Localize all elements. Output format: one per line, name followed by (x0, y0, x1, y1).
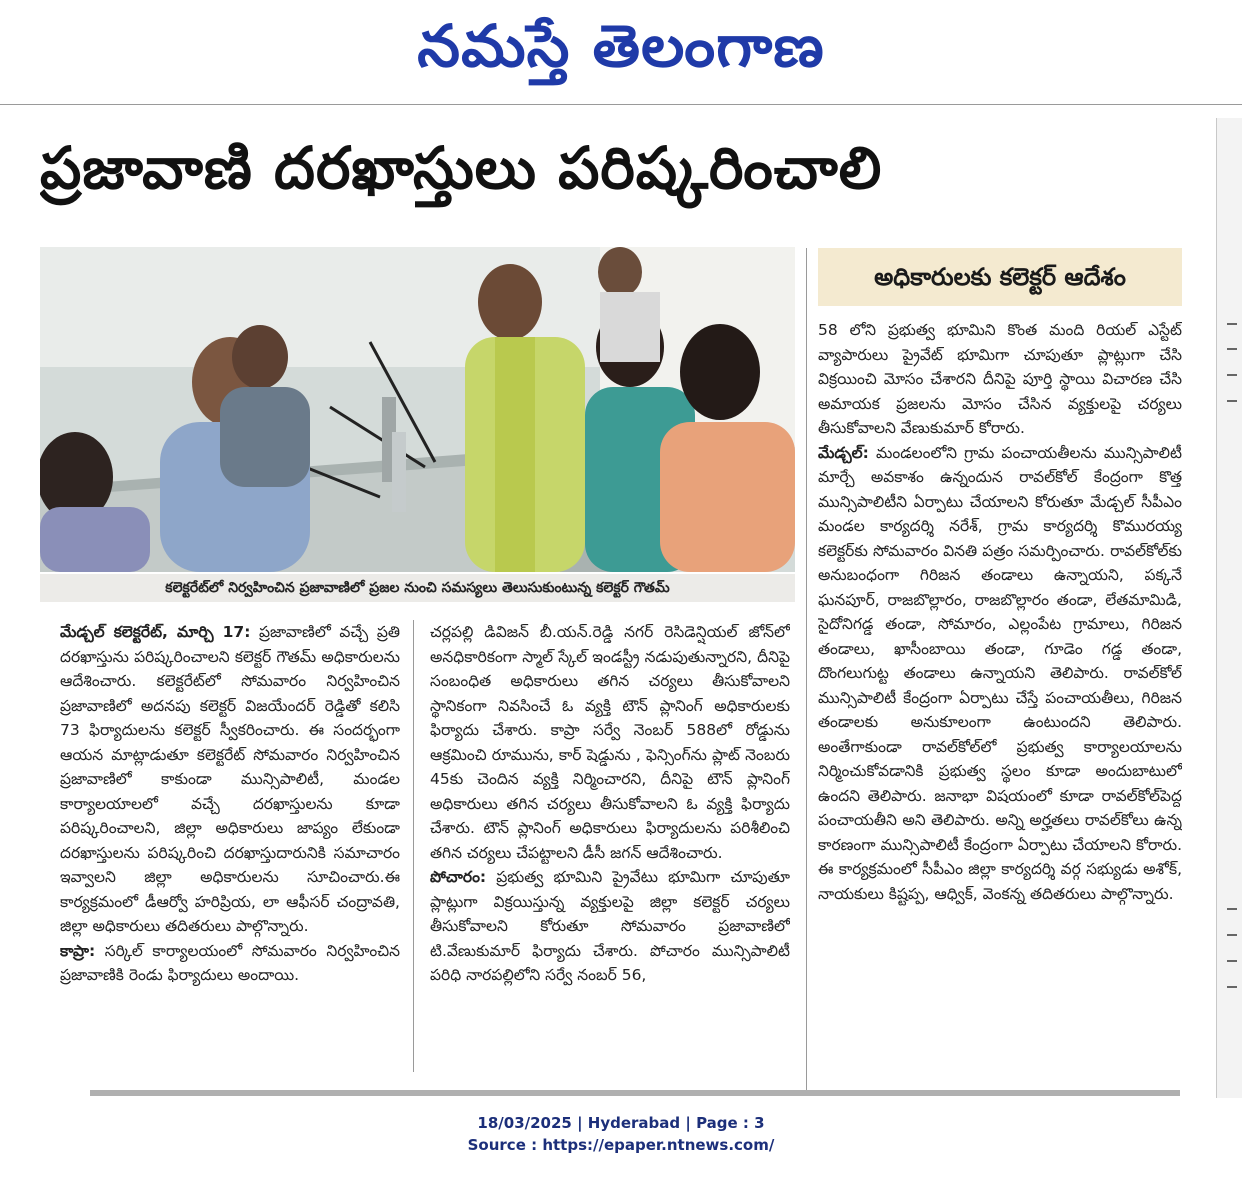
article-column-right (818, 318, 1182, 1068)
dateline: కాప్రా: (60, 941, 96, 960)
column-divider (806, 248, 807, 1090)
article-column-middle (430, 620, 790, 1070)
article-column-left (60, 620, 400, 1070)
paragraph (818, 441, 1182, 907)
paragraph (60, 939, 400, 988)
paragraph (430, 865, 790, 988)
paragraph-text: చర్లపల్లి డివిజన్ బీ.యన్.రెడ్డి నగర్ రెసిడెన్షియల్ జోన్‌లో అనధికారికంగా స్మాల్ స్కేల్ ఇండస్ట్రీ నడుపుతున్నారని, దీనిపై సంబంధిత అధికారులు తగిన చర్యలు తీసుకోవాలని స్థానికంగా నివసించే ఓ వ్యక్తి టౌన్ ప్లానింగ్ అధికారులకు ఫిర్యాదు చేశారు. కాప్రా సర్వే నెంబర్ 588లో రోడ్డును ఆక్రమించి రూమును, కార్ షెడ్డును , ఫెన్సింగ్‌ను ప్లాట్ నెంబరు 45కు చెందిన వ్యక్తి నిర్మించారని, దీనిపై టౌన్ ప్లానింగ్ అధికారులు తగిన చర్యలు తీసుకోవాలని ఓ వ్యక్తి ఫిర్యాదు చేశారు. టౌన్ ప్లానింగ్ అధికారులు ఫిర్యాదులను పరిశీలించి తగిన చర్యలు చేపట్టాలని డీసీ జగన్ ఆదేశించారు. (430, 623, 790, 862)
photo-caption: కలెక్టరేట్‌లో నిర్వహించిన ప్రజావాణిలో ప్రజల నుంచి సమస్యలు తెలుసుకుంటున్న కలెక్టర్ గౌతమ్ (40, 574, 795, 602)
paragraph-text: ప్రభుత్వ భూమిని ప్రైవేటు భూమిగా చూపుతూ ప్లాట్లుగా విక్రయిస్తున్న వ్యక్తులపై జిల్లా కలెక్టర్ చర్యలు తీసుకోవాలని కోరుతూ సోమవారం ప్రజావాణిలో టి.వేణుకుమార్ ఫిర్యాదు చేశారు. పోచారం మున్సిపాలిటీ పరిధి నారపల్లిలోని సర్వే నంబర్ 56, (430, 868, 790, 984)
article-photo (40, 247, 795, 572)
page-footer (0, 1112, 1242, 1156)
paragraph-text: ప్రజావాణిలో వచ్చే ప్రతి దరఖాస్తును పరిష్కరించాలని కలెక్టర్ గౌతమ్ అధికారులను ఆదేశించారు. కలెక్టరేట్‌లో సోమవారం నిర్వహించిన ప్రజావాణిలో అదనపు కలెక్టర్ విజయేందర్ రెడ్డితో కలిసి 73 ఫిర్యాదులను కలెక్టర్ స్వీకరించారు. ఈ సందర్భంగా ఆయన మాట్లాడుతూ కలెక్టరేట్ సోమవారం నిర్వహించిన ప్రజావాణిలో కాకుండా మున్సిపాలిటీ, మండల కార్యాలయాలలో వచ్చే దరఖాస్తులను కూడా పరిష్కరించాలని, జిల్లా అధికారులు జాప్యం లేకుండా దరఖాస్తులను పరిష్కరించి దరఖాస్తుదారునికి సమాచారం ఇవ్వాలని జిల్లా అధికారులను సూచించారు.ఈ కార్యక్రమంలో డీఆర్వో హరిప్రియ, లా ఆఫీసర్ చంద్రావతి, జిల్లా అధికారులు తదితరులు పాల్గొన్నారు. (60, 623, 400, 935)
article-headline: ప్రజావాణి దరఖాస్తులు పరిష్కరించాలి (40, 134, 883, 202)
paragraph (430, 620, 790, 865)
dateline: మేడ్చల్ కలెక్టరేట్, మార్చి 17: (60, 623, 251, 641)
paragraph (60, 620, 400, 939)
masthead-divider (0, 104, 1242, 105)
masthead (0, 0, 1242, 100)
article-subheadline: అధికారులకు కలెక్టర్ ఆదేశం (818, 248, 1182, 306)
dateline: మేడ్చల్: (818, 443, 869, 462)
newspaper-logo: నమస్తే తెలంగాణ (417, 12, 825, 80)
paragraph-text: మండలంలోని గ్రామ పంచాయతీలను మున్సిపాలిటీ మార్చే అవకాశం ఉన్నందున రావల్‌కోల్ కేంద్రంగా కొత్త మున్సిపాలిటీని ఏర్పాటు చేయాలని కోరుతూ మేడ్చల్ సీపీఎం మండల కార్యదర్శి నరేశ్, గ్రామ కార్యదర్శి కొమురయ్య కలెక్టర్‌కు సోమవారం వినతి పత్రం సమర్పించారు. రావల్‌కోల్‌కు అనుబంధంగా గిరిజన తండాలు ఉన్నాయని, పక్కనే ఘనపూర్, రాజబొల్లారం, రాజబొల్లారం తండా, లేతమామిడి, సైదోనిగడ్డ తండా, సోమారం, ఎల్లంపేట గ్రామాలు, గిరిజన తండాలు, ఖాసీంబాయి తండా, గూడెం గడ్డ తండా, దొంగలుగుట్ట తండాలు ఉన్నాయని తెలిపారు. రావల్‌కోల్ మున్సిపాలిటీ కేంద్రంగా ఏర్పాటు చేస్తే పంచాయతీలు, గిరిజన తండాలకు అనుకూలంగా ఉంటుందని తెలిపారు. అంతేగాకుండా రావల్‌కోల్‌లో ప్రభుత్వ కార్యాలయాలను నిర్మించుకోవడానికి ప్రభుత్వ స్థలం కూడా అందుబాటులో ఉందని తెలిపారు. జనాభా విషయంలో కూడా రావల్‌కోల్‌పెద్ద పంచాయతీని అని తెలిపారు. అన్ని అర్హతలు రావల్‌కోలు ఉన్న కారణంగా మున్సిపాలిటీ కేంద్రంగా ఏర్పాటు చేయాలని కోరారు. ఈ కార్యక్రమంలో సీపీఎం జిల్లా కార్యదర్శి వర్గ సభ్యుడు అశోక్, నాయకులు కిష్టప్ప, ఆధ్విక్, వెంకన్న తదితరులు పాల్గొన్నారు. (818, 443, 1182, 903)
column-divider (413, 620, 414, 1072)
paragraph-text: 58 లోని ప్రభుత్వ భూమిని కొంత మంది రియల్ ఎస్టేట్ వ్యాపారులు ప్రైవేట్ భూమిగా చూపుతూ ప్లాట్లుగా చేసి విక్రయించి మోసం చేశారని దీనిపై పూర్తి స్థాయి విచారణ చేసి అమాయక ప్రజలను మోసం చేసిన వ్యక్తులపై చర్యలు తీసుకోవాలని వేణుకుమార్ కోరారు. (818, 321, 1182, 437)
paragraph (818, 318, 1182, 441)
footer-date-line: 18/03/2025 | Hyderabad | Page : 3 (477, 1114, 765, 1132)
adjacent-article-strip (1216, 118, 1242, 1098)
next-article-cutoff (90, 1090, 1180, 1096)
paragraph-text: సర్కిల్ కార్యాలయంలో సోమవారం నిర్వహించిన ప్రజావాణికి రెండు ఫిర్యాదులు అందాయి. (60, 941, 400, 984)
footer-source-link[interactable]: Source : https://epaper.ntnews.com/ (467, 1136, 775, 1154)
photo-illustration (40, 247, 795, 572)
dateline: పోచారం: (430, 868, 487, 886)
